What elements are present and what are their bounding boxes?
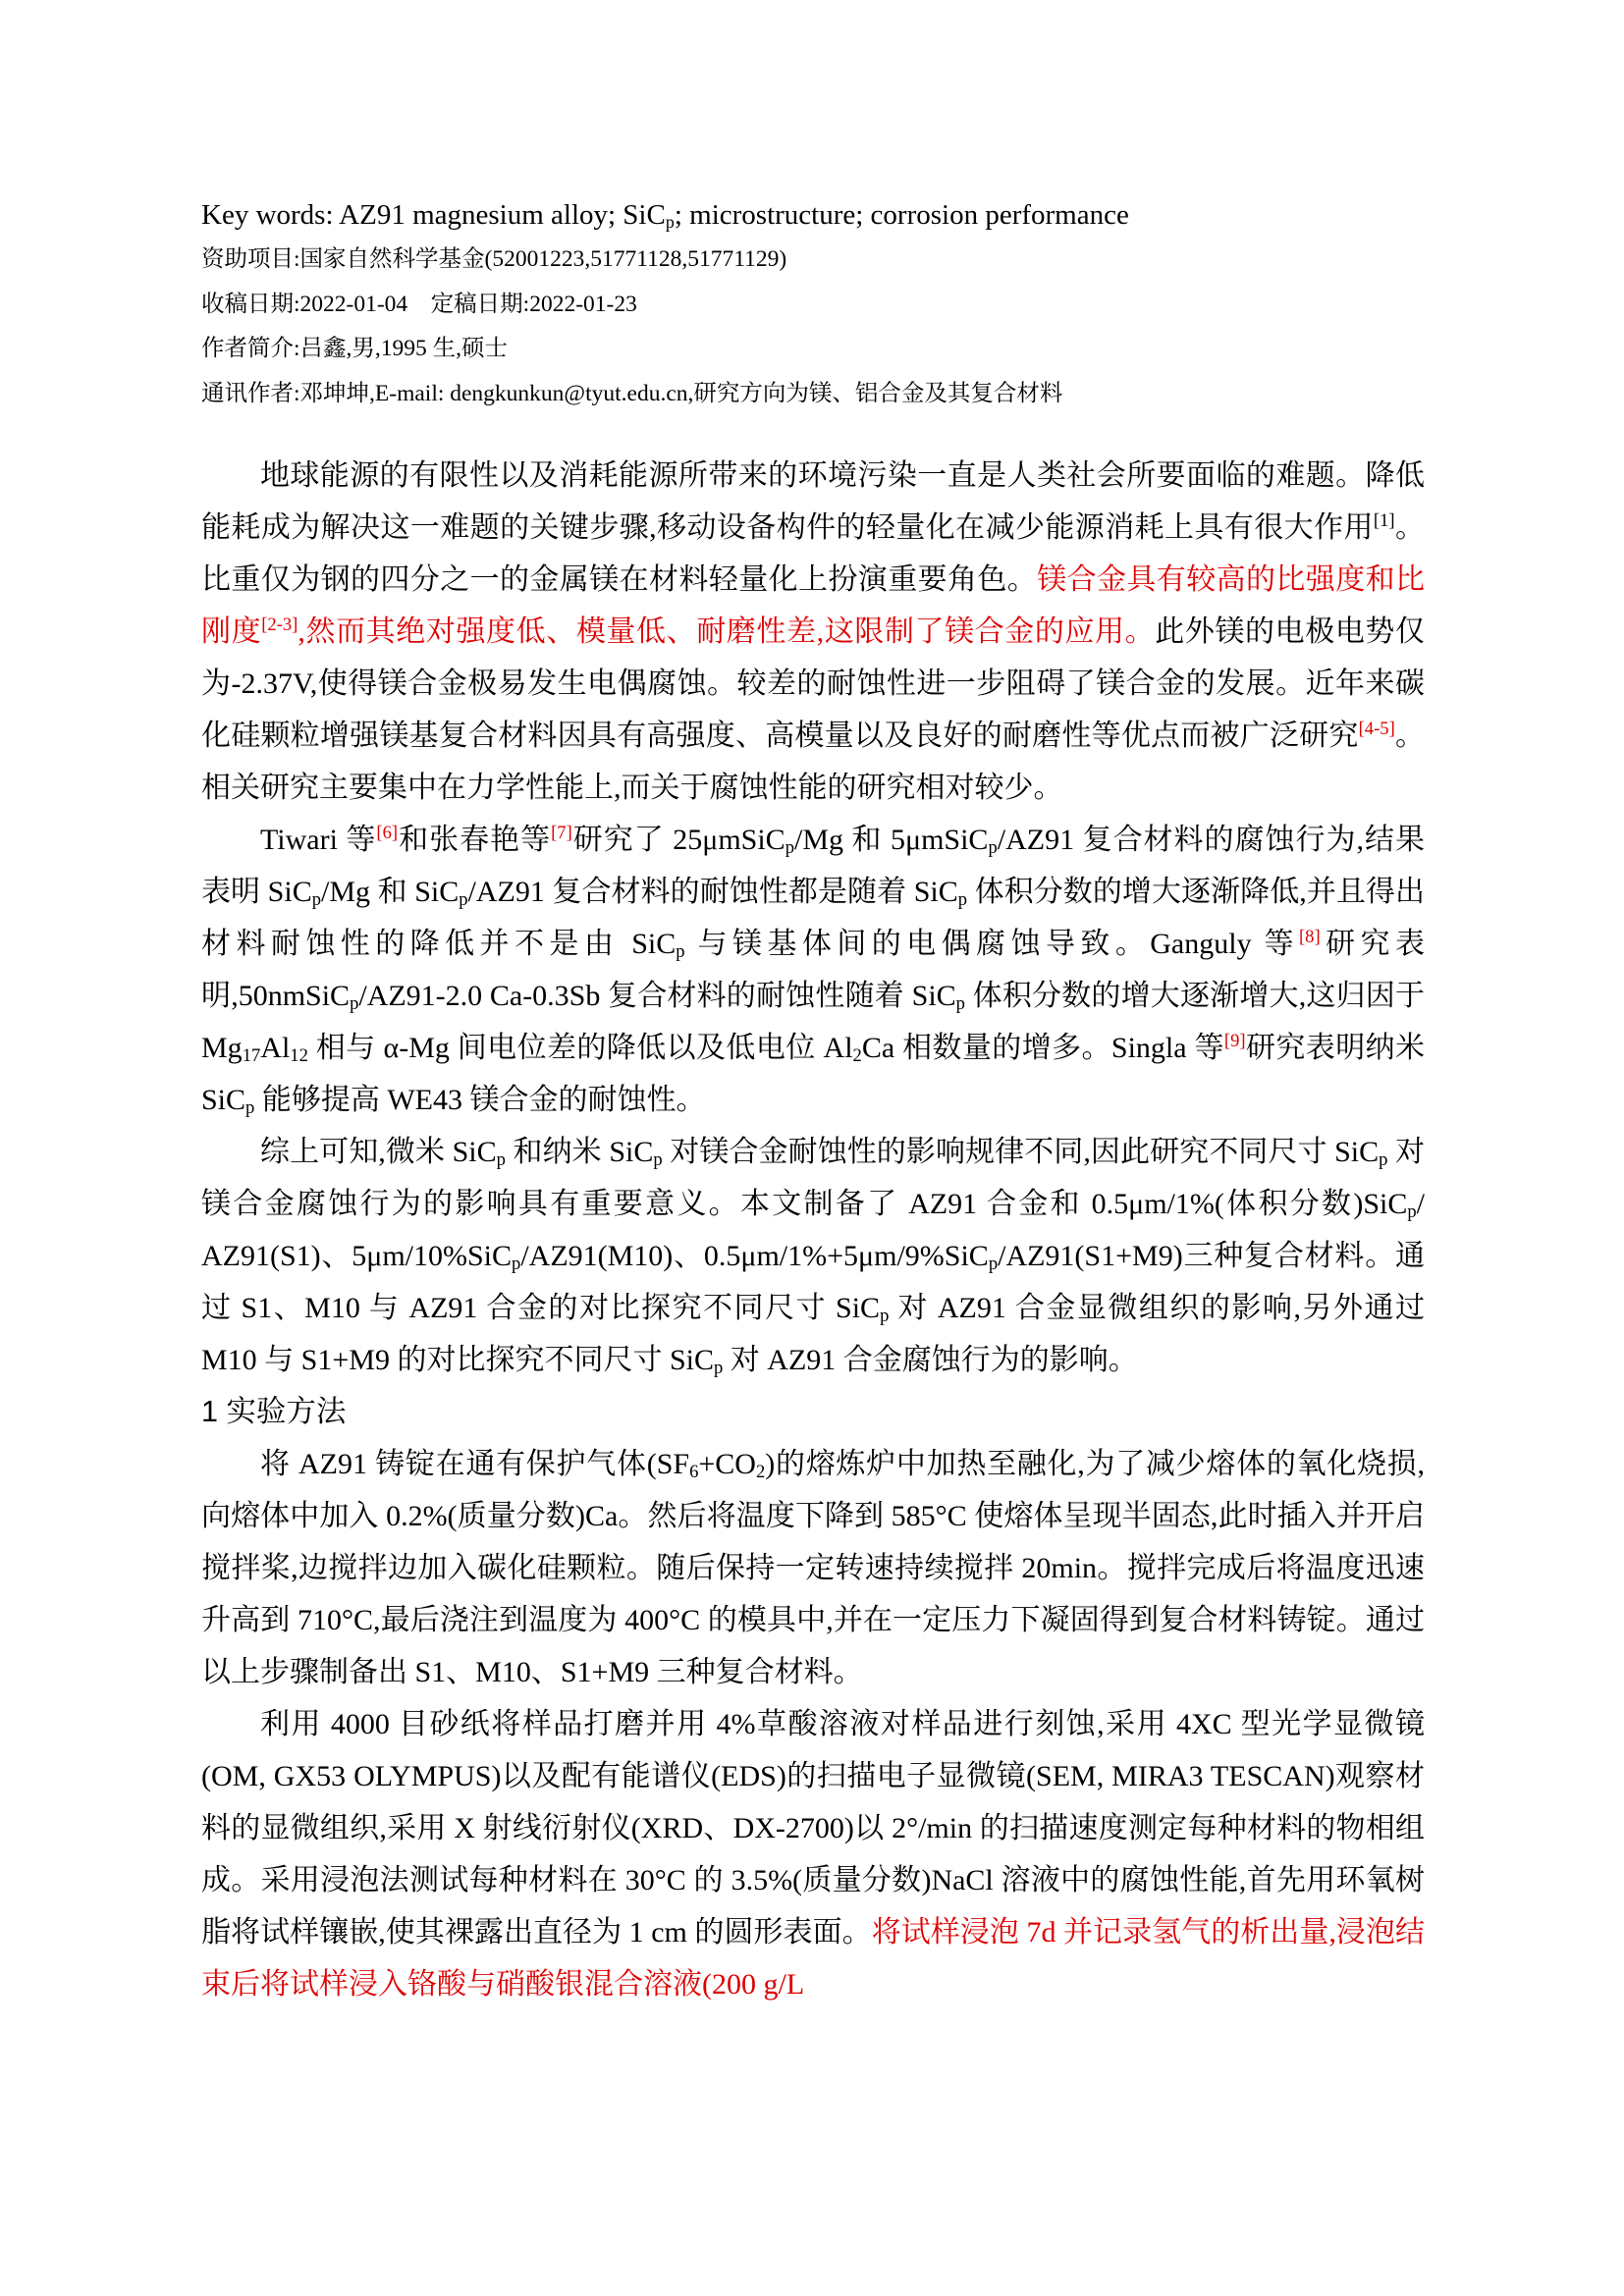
paragraph-introduction-1-run-6: 此外镁的电极电势仅为-2.37V,使得镁合金极易发生电偶腐蚀。较差的耐蚀性进一步阻碍了镁合金的发展。近年来碳化硅颗粒增强镁基复合材料因具有高强度、高模量以及良好的耐磨性等优点而被广泛研究 [201,615,1426,752]
paragraph-literature-review-run-27: 2 [852,1045,862,1067]
paragraph-literature-review-run-4: 研究了 25μmSiC [571,824,785,856]
paragraph-introduction-1-run-3: 镁合金具有较高的比强度和比刚度 [201,563,1426,648]
paragraph-characterization-method-run-0: 利用 4000 目砂纸将样品打磨并用 4%草酸溶液对样品进行刻蚀,采用 4XC 型光学显微镜(OM, GX53 OLYMPUS)以及配有能谱仪(EDS)的扫描电子显微镜(SEM, MIRA3 TESCAN)观察材料的显微组织,采用 X 射线衍射仪(XRD、DX-2700)以 2°/min 的扫描速度测定每种材料的物相组成。采用浸泡法测试每种材料在 30°C 的 3.5%(质量分数)NaCl 溶液中的腐蚀性能,首先用环氧树脂将试样镶嵌,使其裸露出直径为 1 cm 的圆形表面。 [201,1708,1425,1949]
paragraph-research-purpose-run-12: /AZ91(S1+M9)三种复合材料。通过 S1、M10 与 AZ91 合金的对比探究不同尺寸 SiC [201,1240,1425,1324]
section-heading-experimental-method [201,1386,1425,1438]
paragraph-literature-review-run-8: /AZ91 复合材料的腐蚀行为,结果表明 SiC [201,824,1426,908]
paragraph-literature-review-run-28: Ca 相数量的增多。Singla 等 [861,1032,1224,1064]
paragraph-literature-review-run-18: 研究表明,50nmSiC [201,928,1425,1012]
meta-corresponding-author-line [201,372,1425,417]
paragraph-characterization-method [201,1698,1425,2010]
paragraph-literature-review-run-6: /Mg 和 5μmSiC [794,824,989,856]
keywords-line-run-0: Key words: AZ91 magnesium alloy; SiC [201,199,666,231]
paragraph-literature-review-run-23: 17 [242,1045,261,1067]
paragraph-research-purpose-run-15: p [713,1358,724,1379]
paragraph-literature-review-run-13: p [957,889,968,911]
paragraph-research-purpose-run-14: 对 AZ91 合金显微组织的影响,另外通过 M10 与 S1+M9 的对比探究不同尺寸 SiC [201,1292,1425,1376]
paragraph-literature-review-run-19: p [350,993,359,1015]
paragraph-literature-review-run-2: 和张春艳等 [398,824,552,856]
paragraph-introduction-1-run-8: 。相关研究主要集中在力学性能上,而关于腐蚀性能的研究相对较少。 [201,720,1426,804]
document-content [201,192,1425,2010]
paragraph-research-purpose-run-10: /AZ91(M10)、0.5μm/1%+5μm/9%SiC [520,1240,989,1272]
paragraph-literature-review-run-12: /AZ91 复合材料的耐蚀性都是随着 SiC [467,876,958,908]
paragraph-research-purpose-run-11: p [988,1254,999,1275]
meta-dates-line [201,283,1425,328]
paragraph-research-purpose-run-7: p [1407,1201,1417,1223]
paragraph-introduction-1-run-2: 。比重仅为钢的四分之一的金属镁在材料轻量化上扮演重要角色。 [201,511,1426,596]
paragraph-literature-review-run-32: 能够提高 WE43 镁合金的耐蚀性。 [254,1084,706,1116]
meta-dates-line-run-0: 收稿日期:2022-01-04 定稿日期:2022-01-23 [201,291,637,317]
paragraph-literature-review-run-0: Tiwari 等 [260,824,377,856]
paragraph-literature-review-run-17: [8] [1298,927,1321,947]
keywords-line [201,192,1425,238]
paragraph-research-purpose-run-2: 和纳米 SiC [505,1136,654,1168]
meta-funding-line [201,238,1425,283]
paragraph-literature-review-run-3: [7] [551,823,572,843]
paragraph-literature-review-run-29: [9] [1223,1031,1246,1051]
keywords-line-run-1: p [665,211,675,232]
paragraph-casting-process-run-4: )的熔炼炉中加热至融化,为了减少熔体的氧化烧损,向熔体中加入 0.2%(质量分数)Ca。然后将温度下降到 585°C 使熔体呈现半固态,此时插入并开启搅拌桨,边搅拌边加入碳化硅颗粒。随后保持一定转速持续搅拌 20min。搅拌完成后将温度迅速升高到 710°C,最后浇注到温度为 400°C 的模具中,并在一定压力下凝固得到复合材料铸锭。通过以上步骤制备出 S1、M10、S1+M9 三种复合材料。 [201,1448,1425,1688]
paragraph-research-purpose-run-8: / AZ91(S1)、5μm/10%SiC [201,1188,1425,1272]
paragraph-research-purpose-run-0: 综上可知,微米 SiC [260,1136,497,1168]
paragraph-literature-review-run-9: p [311,889,322,911]
paragraph-literature-review-run-10: /Mg 和 SiC [321,876,460,908]
paragraph-introduction-1-run-0: 地球能源的有限性以及消耗能源所带来的环境污染一直是人类社会所要面临的难题。降低能耗成为解决这一难题的关键步骤,移动设备构件的轻量化在减少能源消耗上具有很大作用 [201,459,1425,544]
meta-author-bio-line-run-0: 作者简介:吕鑫,男,1995 生,硕士 [201,336,509,361]
paragraph-casting-process-run-2: +CO [698,1448,756,1480]
paragraph-literature-review-run-22: 体积分数的增大逐渐增大,这归因于 Mg [201,980,1425,1064]
paragraph-research-purpose-run-3: p [653,1149,663,1171]
paragraph-research-purpose [201,1126,1425,1386]
paragraph-research-purpose-run-6: 对镁合金腐蚀行为的影响具有重要意义。本文制备了 AZ91 合金和 0.5μm/1%(体积分数)SiC [201,1136,1426,1220]
paragraph-introduction-1-run-5: ,然而其绝对强度低、模量低、耐磨性差,这限制了镁合金的应用。 [298,615,1156,648]
paragraph-literature-review-run-24: Al [260,1032,291,1064]
paragraph-literature-review-run-15: p [676,941,685,963]
paragraph-literature-review-run-31: p [245,1097,255,1119]
meta-author-bio-line [201,327,1425,372]
paragraph-research-purpose-run-16: 对 AZ91 合金腐蚀行为的影响。 [723,1344,1138,1376]
paragraph-introduction-1-run-4: [2-3] [261,614,298,635]
paragraph-literature-review-run-25: 12 [290,1045,308,1067]
paragraph-research-purpose-run-4: 对镁合金耐蚀性的影响规律不同,因此研究不同尺寸 SiC [662,1136,1380,1168]
paragraph-literature-review-run-11: p [459,889,468,911]
paragraph-research-purpose-run-13: p [880,1306,890,1327]
keywords-line-run-2: ; microstructure; corrosion performance [674,199,1129,231]
section-heading-experimental-method-run-0: 1 实验方法 [201,1395,347,1428]
paragraph-literature-review-run-21: p [955,993,965,1015]
paragraph-casting-process-run-1: 6 [689,1462,699,1483]
meta-corresponding-author-line-run-0: 通讯作者:邓坤坤,E-mail: dengkunkun@tyut.edu.cn,研究方向为镁、铝合金及其复合材料 [201,380,1063,406]
paragraph-literature-review-run-5: p [785,837,794,859]
paragraph-introduction-1-run-1: [1] [1373,510,1395,531]
paragraph-introduction-1-run-7: [4-5] [1358,719,1395,739]
paragraph-research-purpose-run-5: p [1379,1149,1388,1171]
paragraph-characterization-method-run-1: 将试样浸泡 7d 并记录氢气的析出量,浸泡结束后将试样浸入铬酸与硝酸银混合溶液(200 g/L [201,1916,1426,2001]
paragraph-literature-review-run-20: /AZ91-2.0 Ca-0.3Sb 复合材料的耐蚀性随着 SiC [358,980,956,1012]
paragraph-casting-process-run-0: 将 AZ91 铸锭在通有保护气体(SF [260,1448,690,1480]
paragraph-research-purpose-run-9: p [512,1254,521,1275]
paragraph-literature-review [201,814,1425,1126]
paragraph-literature-review-run-7: p [988,837,998,859]
paragraph-research-purpose-run-1: p [496,1149,506,1171]
paragraph-literature-review-run-16: 与镁基体间的电偶腐蚀导致。Ganguly 等 [684,928,1299,960]
paragraph-casting-process-run-3: 2 [755,1462,766,1483]
paragraph-literature-review-run-30: 研究表明纳米 SiC [201,1032,1426,1116]
paragraph-casting-process [201,1438,1425,1698]
paragraph-literature-review-run-1: [6] [376,823,399,843]
paragraph-introduction-1 [201,450,1425,814]
paragraph-literature-review-run-14: 体积分数的增大逐渐降低,并且得出材料耐蚀性的降低并不是由 SiC [201,876,1426,960]
paragraph-literature-review-run-26: 相与 α-Mg 间电位差的降低以及低电位 Al [307,1032,853,1064]
meta-funding-line-run-0: 资助项目:国家自然科学基金(52001223,51771128,51771129) [201,246,787,272]
